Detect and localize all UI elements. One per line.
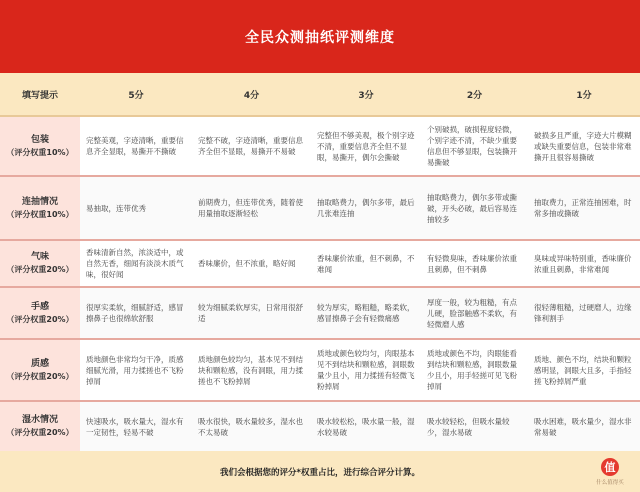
score-cell: 质地、颜色不均，结块和颗粒感明显，洞眼大且多，手指轻搓飞粉掉屑严重	[534, 354, 632, 386]
score-cell: 香味清新自然，浓淡适中，或自然无香，细闻有淡淡木质气味，很好闻	[86, 248, 184, 279]
category-name: 包装	[30, 134, 49, 145]
page-title: 全民众测抽纸评测维度	[245, 29, 395, 46]
header-score-1: 1分	[576, 90, 592, 101]
score-cell: 香味廉价，但不浓重，略好闻	[198, 259, 296, 268]
score-cell: 质地颜色较均匀，基本见不到结块和颗粒感，没有洞眼，用力揉搓也不飞粉掉屑	[198, 354, 303, 386]
header-score-5: 5分	[128, 90, 144, 101]
score-cell: 易抽取，连带优秀	[86, 203, 146, 213]
score-cell: 较为细腻柔软厚实，日常用很舒适	[198, 303, 303, 323]
header-label: 填写提示	[21, 90, 58, 101]
score-cell: 很轻薄粗糙，过硬磨人，边缘锋利割手	[534, 303, 632, 323]
score-cell: 较为厚实，略粗糙，略柔软，感冒擦鼻子会有轻微痛感	[317, 303, 415, 323]
score-cell: 完整美观，字迹清晰，重要信息齐全显眼，易撕开不撕破	[86, 136, 184, 156]
score-cell: 抽取略费力，偶尔多带，最后几张难连抽	[317, 198, 415, 218]
category-cell	[0, 340, 80, 400]
category-name: 连抽情况	[21, 196, 58, 207]
category-weight: （评分权重10%）	[6, 209, 74, 219]
watermark-text: 什么值得买	[596, 480, 624, 486]
table-row	[0, 340, 640, 402]
category-cell	[0, 177, 80, 239]
score-cell: 破损多且严重，字迹大片模糊或缺失重要信息，包装非常难撕开且很容易撕破	[534, 130, 632, 162]
score-cell: 抽取略费力，偶尔多带或撕破，开头必破，最后容易连抽较多	[427, 192, 517, 224]
watermark	[586, 455, 634, 489]
category-name: 气味	[30, 252, 49, 262]
category-cell	[0, 117, 80, 175]
table-row	[0, 288, 640, 340]
category-weight: （评分权重20%）	[6, 265, 74, 274]
table-row	[0, 117, 640, 177]
score-cell: 快速吸水，吸水量大，湿水有一定韧性，轻易不破	[86, 416, 184, 437]
category-name: 质感	[30, 358, 49, 369]
table-row	[0, 241, 640, 288]
category-cell	[0, 288, 80, 338]
score-cell: 个别破损，破损程度轻微，个别字迹不清，不缺少重要信息但不够显眼，包装撕开易撕破	[427, 125, 517, 167]
header-score-3: 3分	[358, 90, 374, 101]
smzdm-logo-icon: 值	[601, 458, 619, 476]
category-weight: （评分权重10%）	[6, 147, 74, 157]
table-row	[0, 177, 640, 241]
score-cell: 前期费力，但连带优秀，随着使用量抽取逐渐轻松	[198, 198, 303, 218]
score-cell: 吸水较松松，吸水量一般，湿水较易破	[317, 416, 415, 437]
category-weight: （评分权重20%）	[6, 428, 74, 437]
header-row	[0, 73, 640, 117]
score-cell: 厚度一般，较为粗糙，有点儿硬，脸部触感不柔软，有轻微磨人感	[427, 297, 517, 329]
title-banner	[0, 0, 640, 73]
footer-text: 我们会根据您的评分*权重占比，进行综合评分计算。	[220, 467, 420, 478]
header-score-4: 4分	[243, 90, 260, 101]
score-cell: 臭味或异味特别重，香味廉价浓重且刺鼻，非常难闻	[534, 253, 632, 274]
table-row	[0, 402, 640, 451]
score-cell: 有轻微臭味，香味廉价浓重且刺鼻，但不刺鼻	[427, 253, 517, 274]
score-cell: 质地或颜色较均匀，肉眼基本见不到结块和颗粒感，洞眼数量少且小，用力揉搓有轻微飞粉掉屑	[317, 349, 415, 391]
score-cell: 吸水很快，吸水量较多，湿水也不太易破	[198, 416, 303, 437]
score-cell: 质地颜色非常均匀干净，质感细腻光滑，用力揉搓也不飞粉掉屑	[86, 354, 184, 386]
category-name: 湿水情况	[21, 415, 58, 425]
footer-note	[0, 451, 640, 492]
category-weight: （评分权重20%）	[6, 371, 74, 381]
score-cell: 吸水困难，吸水量少，湿水非常易破	[534, 416, 632, 437]
category-name: 手感	[30, 301, 49, 312]
score-cell: 抽取费力，正常连抽困难，时常多抽或撕破	[534, 198, 632, 218]
score-cell: 完整不破，字迹清晰，重要信息齐全但不显眼，易撕开不易破	[198, 136, 303, 156]
category-cell	[0, 402, 80, 451]
score-cell: 很厚实柔软，细腻舒适，感冒擦鼻子也很绵软舒服	[86, 303, 184, 323]
category-weight: （评分权重20%）	[6, 314, 74, 324]
score-cell: 香味廉价浓重，但不刺鼻，不难闻	[317, 253, 415, 274]
score-cell: 吸水较轻松，但吸水量较少，湿水易破	[427, 416, 510, 437]
header-score-2: 2分	[466, 90, 483, 101]
score-cell: 质地或颜色不均，肉眼能看到结块和颗粒感，洞眼数量少且小，用手轻搓可见飞粉掉屑	[427, 349, 517, 391]
category-cell	[0, 241, 80, 286]
score-cell: 完整但不够美观，极个别字迹不清，重要信息齐全但不显眼，易撕开，偶尔会撕破	[317, 130, 415, 162]
